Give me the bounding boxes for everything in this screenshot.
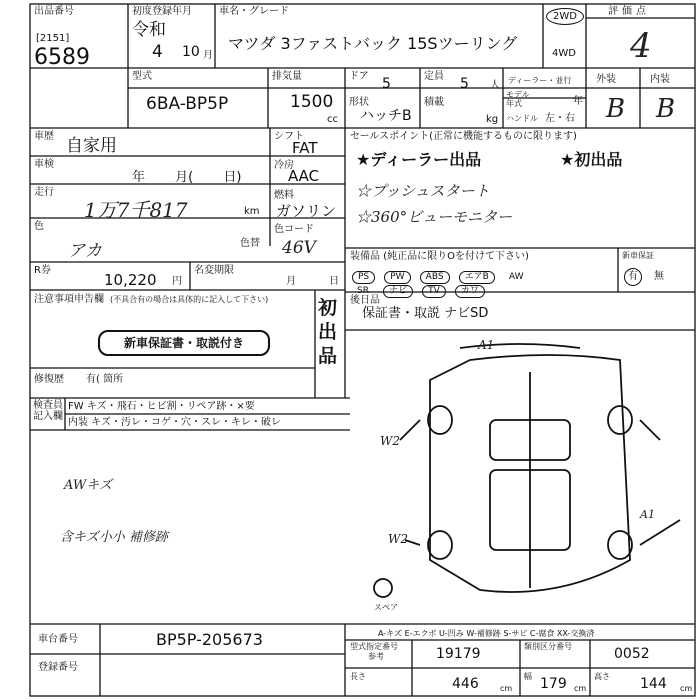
equipment-label: 装備品 (純正品に限りOを付けて下さい) [350,251,529,262]
drive-4wd: 4WD [552,48,576,59]
doors-label: ドア [349,71,369,82]
mileage-label: 走行 [34,187,54,198]
height-unit: cm [680,684,693,693]
equip-ps: PS [352,271,375,284]
sales-label: セールスポイント(正常に機能するものに限ります) [350,131,577,142]
sales-point-1: ★ディーラー出品 [356,150,482,169]
handle-label: ハンドル [506,114,538,123]
model-label: 型式 [132,71,152,82]
inspector-row2: 内装 キズ・汚レ・コゲ・穴・スレ・キレ・破レ [68,417,281,428]
lot-label: 出品番号 [34,6,74,17]
inspector-label: 検査員記入欄 [33,400,63,422]
reg-month: 10 [182,44,200,60]
color-code-label: 色コード [274,224,314,235]
disp-label: 排気量 [272,71,302,82]
interior-label: 内装 [650,74,670,85]
sales-point-2: ★初出品 [560,150,623,169]
fuel-value: ガソリン [276,202,337,220]
reg-label: 初度登録年月 [132,6,192,17]
mark-a1-top: A1 [478,338,495,352]
spare-label: スペア [374,603,398,612]
recycle-label: R券 [34,265,51,276]
lot-number: 6589 [34,45,90,70]
seats-label: 定員 [424,71,444,82]
equip-pw: PW [384,271,410,284]
reg-year: 4 [152,42,163,62]
width-value: 179 [540,676,567,692]
equip-navi: ナビ [383,285,413,298]
repair-label: 修復歴 [34,374,64,385]
shift-label: シフト [274,131,304,142]
sales-point-3: ☆プッシュスタート [356,182,490,200]
equip-aw: AW [508,272,524,282]
model-year-label: モデル年式 [506,90,530,108]
handwrite-note2: 含キズ小小 補修跡 [60,530,168,545]
mileage-value: 1万7千817 [84,198,188,222]
length-unit: cm [500,684,513,693]
cooler-label: 冷房 [274,160,294,171]
name-change-value: 月 日 [286,276,340,287]
repair-value: 有( 箇所 [86,374,124,385]
warranty-stamp: 新車保証書・取説付き [98,330,270,356]
fuel-label: 燃料 [274,190,294,201]
shape-label: 形状 [349,97,369,108]
inspection-label: 車検 [34,159,54,170]
mark-a1-right: A1 [640,508,655,521]
history-value: 自家用 [66,136,117,156]
name-change-label: 名変期限 [194,265,234,276]
mileage-unit: km [244,206,260,217]
equip-airbag: エアB [459,271,495,284]
damage-legend: A-キズ E-エクボ U-凹み W-補修跡 S-サビ C-腐食 XX-交換済 [378,629,595,638]
length-value: 446 [452,676,479,692]
class-no: 0052 [614,646,650,662]
model-code: 6BA-BP5P [146,94,229,114]
reg-era: 令和 [132,20,166,40]
inspector-row1: FW キズ・飛石・ヒビ割・リペア跡・×要 [68,401,255,412]
length-label: 長さ [350,672,366,681]
warranty-yes: 有 [624,268,642,286]
repaint-label: 色替 [240,238,260,249]
lot-sub: [2151] [36,33,70,44]
height-value: 144 [640,676,667,692]
exterior-label: 外装 [596,74,616,85]
displacement: 1500 [290,92,334,112]
mark-w2-lower: W2 [388,532,408,546]
seats-unit: 人 [490,80,500,91]
first-listing-stamp: 初出品 [318,297,338,367]
color-label: 色 [34,221,44,232]
shape-value: ハッチB [360,108,412,124]
after-value: 保証書・取説 ナビSD [362,306,489,321]
car-diagram [374,344,680,597]
recycle-unit: 円 [172,276,182,287]
type-no-label: 型式指定番号 [350,642,398,651]
load-unit: kg [486,114,499,125]
cooler-value: AAC [288,167,320,185]
notes-label: 注意事項申告欄 [34,294,104,305]
history-label: 車歴 [34,131,54,142]
type-ref-label: 参考 [368,652,384,661]
drive-2wd: 2WD [546,8,584,25]
handle-value: 左・右 [545,113,575,124]
score-label: 評価点 [608,6,650,17]
equip-sr: SR [357,286,369,296]
dealer-label: ディーラー・並行 [508,76,572,85]
model-year-unit: 年 [573,96,583,107]
shift-value: FAT [292,139,318,157]
color-value: アカ [68,241,102,261]
handwrite-note1: AWキズ [64,478,112,493]
exterior-grade: B [606,94,626,124]
warranty-label: 新車保証 [622,251,654,260]
chassis-label: 車台番号 [38,634,78,645]
equip-abs: ABS [420,271,450,284]
score-value: 4 [630,26,652,66]
reg-month-unit: 月 [203,50,213,61]
name-label: 車名・グレード [219,6,289,17]
car-name: マツダ 3ファストバック 15Sツーリング [228,34,518,53]
seats-value: 5 [460,76,469,92]
equip-tv: TV [422,285,446,298]
after-label: 後日品 [350,295,380,306]
recycle-value: 10,220 [104,271,157,289]
load-label: 積載 [424,97,444,108]
notes-sub: (不具合有の場合は具体的に記入して下さい) [110,295,269,304]
warranty-no: 無 [654,271,664,282]
disp-unit: cc [327,114,338,125]
color-code-value: 46V [282,238,316,258]
interior-grade: B [656,94,676,124]
type-no: 19179 [436,646,481,662]
height-label: 高さ [594,672,610,681]
doors-value: 5 [382,76,391,92]
width-unit: cm [574,684,587,693]
equip-leather: カワ [455,285,485,298]
width-label: 幅 [524,672,532,681]
mark-w2-upper: W2 [380,434,400,448]
class-label: 類別区分番号 [524,642,572,651]
sales-point-4: ☆360°ビューモニター [356,208,513,226]
chassis-number: BP5P-205673 [156,630,263,649]
inspection-value: 年 月( 日) [132,170,242,185]
regno-label: 登録番号 [38,662,78,673]
equipment-list-2 [352,278,622,298]
